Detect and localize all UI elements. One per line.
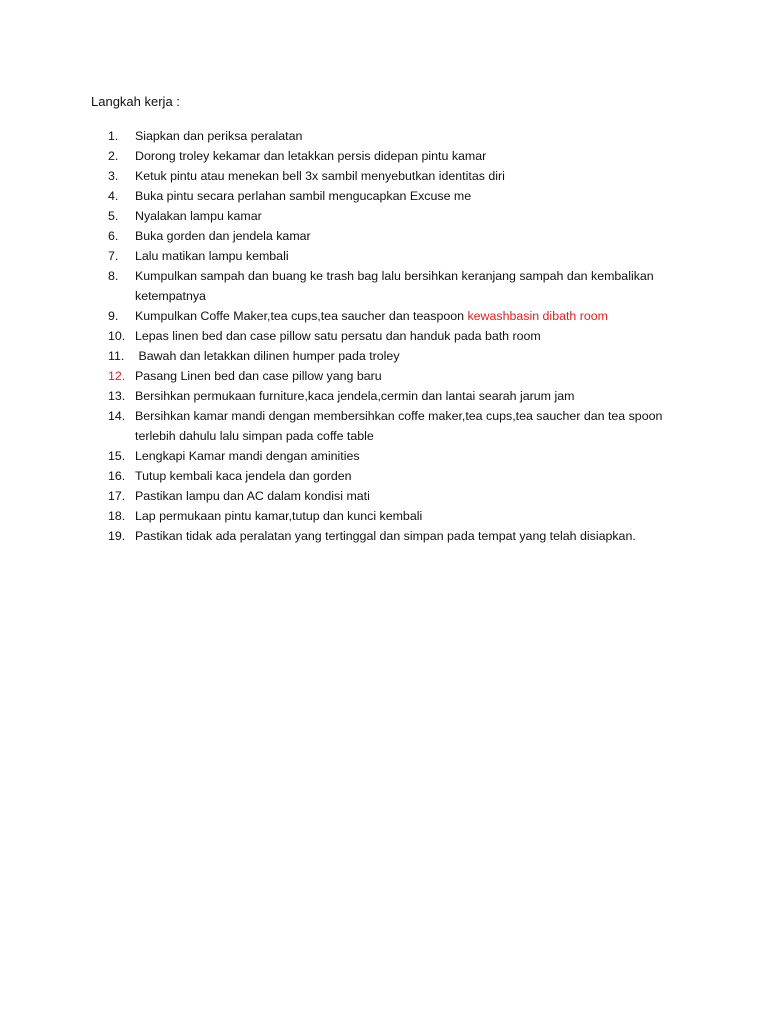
step-number: 9.: [108, 309, 119, 323]
step-text: [135, 146, 688, 166]
step-item: [108, 526, 688, 546]
step-text-main: Dorong troley kekamar dan letakkan persis didepan pintu kamar: [135, 149, 487, 163]
document-heading: Langkah kerja :: [91, 94, 180, 109]
step-text-main: Bawah dan letakkan dilinen humper pada troley: [135, 349, 400, 363]
step-text-main: Pastikan tidak ada peralatan yang tertinggal dan simpan pada tempat yang telah disiapkan.: [135, 529, 636, 543]
steps-list: [108, 126, 688, 546]
step-number: 12.: [108, 369, 126, 383]
step-item: [108, 486, 688, 506]
step-text: [135, 326, 688, 346]
step-number: 13.: [108, 389, 126, 403]
step-number: 19.: [108, 529, 126, 543]
step-number: 5.: [108, 209, 119, 223]
step-number: 4.: [108, 189, 119, 203]
step-item: [108, 246, 688, 266]
step-item: [108, 406, 688, 446]
step-item: [108, 206, 688, 226]
step-number: 7.: [108, 249, 119, 263]
step-text-main: Pastikan lampu dan AC dalam kondisi mati: [135, 489, 370, 503]
step-item: [108, 266, 688, 306]
step-text: [135, 306, 688, 326]
step-text: [135, 406, 688, 446]
step-item: [108, 506, 688, 526]
step-number: 14.: [108, 409, 126, 423]
step-text-highlight: kewashbasin dibath room: [467, 309, 608, 323]
step-text-main: Ketuk pintu atau menekan bell 3x sambil menyebutkan identitas diri: [135, 169, 505, 183]
step-text: [135, 486, 688, 506]
step-item: [108, 126, 688, 146]
step-text: [135, 366, 688, 386]
step-text-main: Lepas linen bed dan case pillow satu persatu dan handuk pada bath room: [135, 329, 541, 343]
step-number: 8.: [108, 269, 119, 283]
step-item: [108, 146, 688, 166]
step-text: [135, 126, 688, 146]
step-number: 16.: [108, 469, 126, 483]
step-number: 15.: [108, 449, 126, 463]
step-text-main: Bersihkan permukaan furniture,kaca jendela,cermin dan lantai searah jarum jam: [135, 389, 575, 403]
step-number: 17.: [108, 489, 126, 503]
step-text-main: Buka pintu secara perlahan sambil mengucapkan Excuse me: [135, 189, 472, 203]
step-text-main: Buka gorden dan jendela kamar: [135, 229, 311, 243]
step-text: [135, 386, 688, 406]
step-number: 10.: [108, 329, 126, 343]
step-text: [135, 226, 688, 246]
step-item: [108, 326, 688, 346]
step-item: [108, 366, 688, 386]
step-text-main: Lengkapi Kamar mandi dengan aminities: [135, 449, 360, 463]
step-text-main: Tutup kembali kaca jendela dan gorden: [135, 469, 352, 483]
step-text: [135, 446, 688, 466]
step-item: [108, 466, 688, 486]
step-text-main: Bersihkan kamar mandi dengan membersihkan coffe maker,tea cups,tea saucher dan tea spoon terlebih dahulu lalu simpan pada coffe table: [135, 409, 666, 443]
step-text-main: Nyalakan lampu kamar: [135, 209, 262, 223]
step-text: [135, 166, 688, 186]
step-item: [108, 306, 688, 326]
step-text-main: Pasang Linen bed dan case pillow yang baru: [135, 369, 382, 383]
step-item: [108, 446, 688, 466]
step-number: 18.: [108, 509, 126, 523]
step-item: [108, 226, 688, 246]
step-text-main: Siapkan dan periksa peralatan: [135, 129, 303, 143]
step-text: [135, 206, 688, 226]
step-item: [108, 186, 688, 206]
step-text: [135, 266, 688, 306]
step-text-main: Kumpulkan sampah dan buang ke trash bag lalu bersihkan keranjang sampah dan kembalikan ketempatnya: [135, 269, 658, 303]
step-item: [108, 166, 688, 186]
step-text: [135, 466, 688, 486]
step-number: 2.: [108, 149, 119, 163]
step-text-main: Lalu matikan lampu kembali: [135, 249, 289, 263]
step-text-main: Lap permukaan pintu kamar,tutup dan kunci kembali: [135, 509, 423, 523]
step-text: [135, 526, 688, 546]
step-number: 6.: [108, 229, 119, 243]
step-number: 3.: [108, 169, 119, 183]
step-item: [108, 386, 688, 406]
step-text: [135, 186, 688, 206]
step-text-main: Kumpulkan Coffe Maker,tea cups,tea saucher dan teaspoon: [135, 309, 468, 323]
step-number: 11.: [108, 349, 125, 363]
step-item: [108, 346, 688, 366]
step-text: [135, 246, 688, 266]
step-number: 1.: [108, 129, 119, 143]
step-text: [135, 506, 688, 526]
step-text: [135, 346, 688, 366]
